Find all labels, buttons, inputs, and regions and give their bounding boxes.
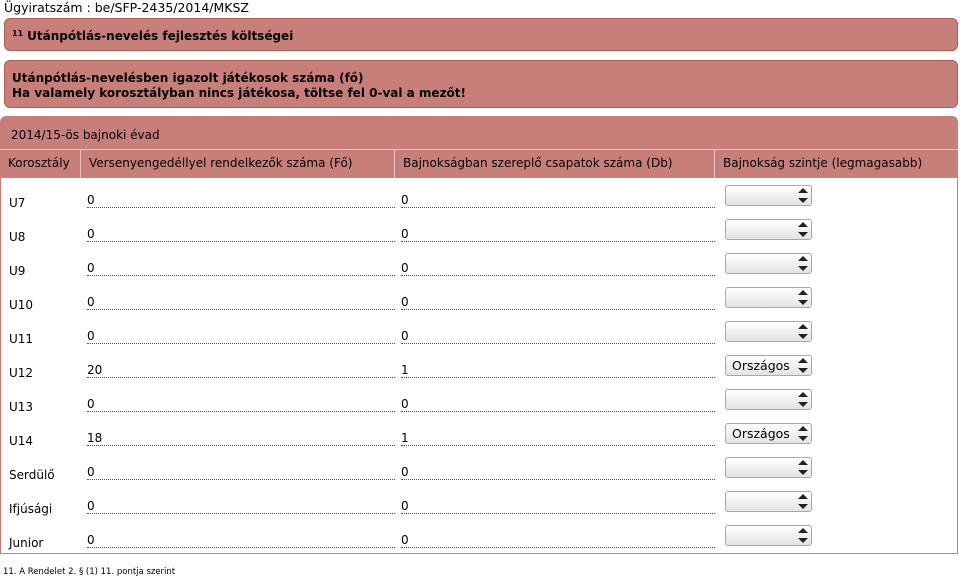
select-updown-icon (798, 358, 808, 373)
age-group-label: U11 (9, 332, 34, 346)
select-updown-icon (798, 188, 808, 203)
league-level-select[interactable] (725, 321, 812, 342)
table-row (1, 417, 957, 451)
select-updown-icon (798, 256, 808, 271)
league-level-value: Országos (732, 426, 790, 441)
column-header-licensed-players: Versenyengedéllyel rendelkezők száma (Fő) (80, 150, 394, 178)
age-group-label: Ifjúsági (9, 502, 53, 516)
players-count-field[interactable]: 0 (87, 193, 395, 208)
table-row (1, 349, 957, 383)
age-group-label: U8 (9, 230, 26, 244)
players-count-field[interactable]: 18 (87, 431, 395, 446)
age-group-label: U7 (9, 196, 26, 210)
teams-count-field[interactable]: 0 (401, 397, 715, 412)
players-count-field[interactable]: 0 (87, 227, 395, 242)
select-updown-icon (798, 290, 808, 305)
players-count-field[interactable]: 20 (87, 363, 395, 378)
teams-count-field[interactable]: 0 (401, 261, 715, 276)
teams-count-field[interactable]: 0 (401, 227, 715, 242)
section-header (4, 18, 958, 51)
info-line-1: Utánpótlás-nevelésben igazolt játékosok száma (fő) (12, 71, 364, 85)
league-level-select[interactable] (725, 253, 812, 274)
column-header-age-group: Korosztály (8, 156, 70, 170)
teams-count-field[interactable]: 0 (401, 533, 715, 548)
select-updown-icon (798, 460, 808, 475)
league-level-select[interactable] (725, 389, 812, 410)
table-header (0, 149, 958, 178)
select-updown-icon (798, 494, 808, 509)
age-group-label: Junior (9, 536, 44, 550)
select-updown-icon (798, 392, 808, 407)
players-count-field[interactable]: 0 (87, 397, 395, 412)
table-row (1, 485, 957, 519)
league-level-select[interactable] (725, 423, 812, 444)
select-updown-icon (798, 426, 808, 441)
teams-count-field[interactable]: 1 (401, 363, 715, 378)
league-level-select[interactable] (725, 219, 812, 240)
season-header (0, 116, 958, 149)
league-level-select[interactable] (725, 287, 812, 308)
age-group-label: U9 (9, 264, 26, 278)
section-title: Utánpótlás-nevelés fejlesztés költségei (27, 29, 294, 43)
league-level-select[interactable] (725, 525, 812, 546)
table-row (1, 247, 957, 281)
teams-count-field[interactable]: 0 (401, 329, 715, 344)
league-level-select[interactable] (725, 491, 812, 512)
league-level-value: Országos (732, 358, 790, 373)
table-row (1, 519, 957, 553)
table-row (1, 281, 957, 315)
table-row (1, 315, 957, 349)
document-id: Ügyiratszám : be/SFP-2435/2014/MKSZ (4, 0, 249, 15)
age-group-label: U13 (9, 400, 34, 414)
select-updown-icon (798, 324, 808, 339)
select-updown-icon (798, 528, 808, 543)
section-number: 11 (12, 29, 24, 38)
teams-count-field[interactable]: 0 (401, 193, 715, 208)
league-level-select[interactable] (725, 185, 812, 206)
players-count-field[interactable]: 0 (87, 329, 395, 344)
select-updown-icon (798, 222, 808, 237)
league-level-select[interactable] (725, 457, 812, 478)
age-group-label: U10 (9, 298, 34, 312)
table-row (1, 213, 957, 247)
players-count-field[interactable]: 0 (87, 465, 395, 480)
season-title: 2014/15-ös bajnoki évad (11, 128, 160, 142)
teams-count-field[interactable]: 0 (401, 499, 715, 514)
footnote: 11. A Rendelet 2. § (1) 11. pontja szerint (3, 567, 176, 577)
info-panel (4, 60, 958, 108)
table-row (1, 451, 957, 485)
column-header-teams: Bajnokságban szereplő csapatok száma (Db) (394, 150, 714, 178)
table-row (1, 383, 957, 417)
teams-count-field[interactable]: 1 (401, 431, 715, 446)
age-group-table (0, 177, 958, 554)
league-level-select[interactable] (725, 355, 812, 376)
teams-count-field[interactable]: 0 (401, 465, 715, 480)
players-count-field[interactable]: 0 (87, 533, 395, 548)
info-line-2: Ha valamely korosztályban nincs játékosa, töltse fel 0-val a mezőt! (12, 86, 467, 100)
age-group-label: U12 (9, 366, 34, 380)
age-group-label: U14 (9, 434, 34, 448)
age-group-label: Serdülő (9, 468, 55, 482)
players-count-field[interactable]: 0 (87, 499, 395, 514)
players-count-field[interactable]: 0 (87, 295, 395, 310)
teams-count-field[interactable]: 0 (401, 295, 715, 310)
table-row (1, 179, 957, 213)
column-header-league-level: Bajnokság szintje (legmagasabb) (714, 150, 958, 178)
players-count-field[interactable]: 0 (87, 261, 395, 276)
